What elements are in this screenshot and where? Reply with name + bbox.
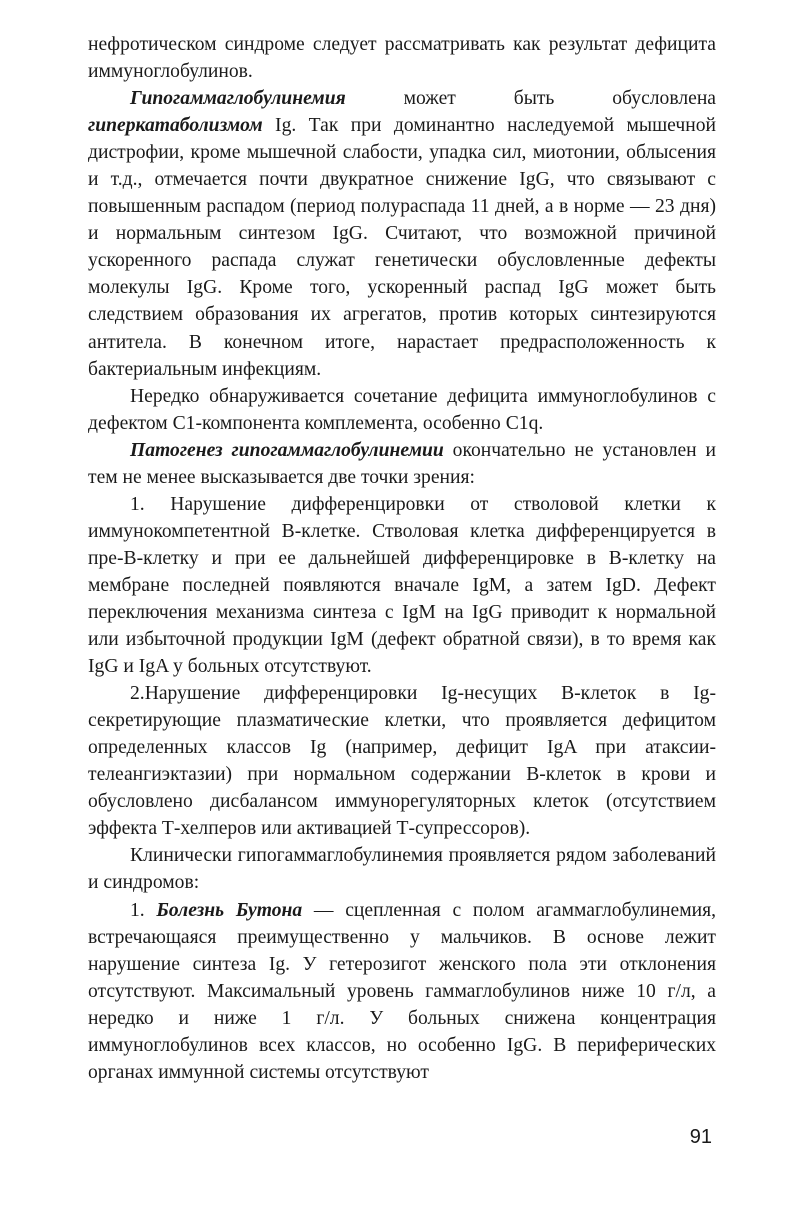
paragraph-text: может быть обусловлена — [345, 88, 716, 110]
paragraph-6 — [88, 680, 716, 842]
paragraph-8 — [88, 897, 716, 1086]
paragraph-3 — [88, 383, 716, 437]
paragraph-4 — [88, 437, 716, 491]
paragraph-text: — сцепленная с полом агаммаглобулинемия, встречающаяся преимущественно у мальчиков. В основе лежит нарушение синтеза Ig. У гетерозигот женского пола эти отклонения отсутствуют. Максимальный уровень гаммаглобулинов ниже 10 г/л, а нередко и ниже 1 г/л. У больных снижена концентрация иммуноглобулинов всех классов, но особенно IgG. В периферических органах иммунной системы отсутствуют — [88, 899, 716, 1083]
paragraph-text: нефротическом синдроме следует рассматривать как результат дефицита иммуноглобулинов. — [88, 34, 716, 83]
paragraph-text: Нередко обнаруживается сочетание дефицита иммуноглобулинов с дефектом С1-компонента комплемента, особенно C1q. — [88, 385, 716, 434]
paragraph-2 — [88, 85, 716, 383]
term-pathogenesis: Патогенез гипогаммаглобулинемии — [130, 439, 444, 461]
paragraph-text: Ig. Так при доминантно наследуемой мышечной дистрофии, кроме мышечной слабости, упадка сил, миотонии, облысения и т.д., отмечается почти двукратное снижение IgG, что связывают с повышенным распадом (период полураспада 11 дней, а в норме — 23 дня) и нормальным синтезом IgG. Считают, что возможной причиной ускоренного распада служат генетически обусловленные дефекты молекулы IgG. Кроме того, ускоренный распад IgG может быть следствием образования их агрегатов, против которых синтезируются антитела. В конечном итоге, нарастает предрасположенность к бактериальным инфекциям. — [88, 115, 716, 380]
list-item-1-text: 1. Нарушение дифференцировки от стволовой клетки к иммунокомпетентной В-клетке. Стволовая клетка дифференцируется в пре-В-клетку и при ее дальнейшей дифференцировке в В-клетку на мембране последней появляются вначале IgM, а затем IgD. Дефект переключения механизма синтеза с IgM на IgG приводит к нормальной или избыточной продукции IgM (дефект обратной связи), в то время как IgG и IgA у больных отсутствуют. — [88, 493, 716, 678]
term-bruton-disease: Болезнь Бутона — [156, 899, 303, 921]
term-hypercatabolism: гиперкатаболизмом — [88, 115, 263, 137]
term-hypogammaglobulinemia: Гипогаммаглобулинемия — [130, 88, 346, 110]
paragraph-text: окончательно не установлен и тем не менее высказывается две точки зрения: — [88, 439, 716, 488]
list-number: 1. — [130, 899, 157, 921]
paragraph-1 — [88, 31, 716, 85]
page-number: 91 — [689, 1126, 712, 1148]
paragraph-5 — [88, 491, 716, 680]
document-page — [88, 31, 716, 1086]
paragraph-text: Клинически гипогаммаглобулинемия проявляется рядом заболеваний и синдромов: — [88, 845, 716, 894]
list-item-2-text: 2.Нарушение дифференцировки Ig-несущих В-клеток в Ig-секретирующие плазматические клетки, что проявляется дефицитом определенных классов Ig (например, дефицит IgA при атаксии-телеангиэктазии) при нормальном содержании В-клеток в крови и обусловлено дисбалансом иммунорегуляторных клеток (отсутствием эффекта Т-хелперов или активацией Т-супрессоров). — [88, 683, 716, 840]
paragraph-7 — [88, 842, 716, 896]
